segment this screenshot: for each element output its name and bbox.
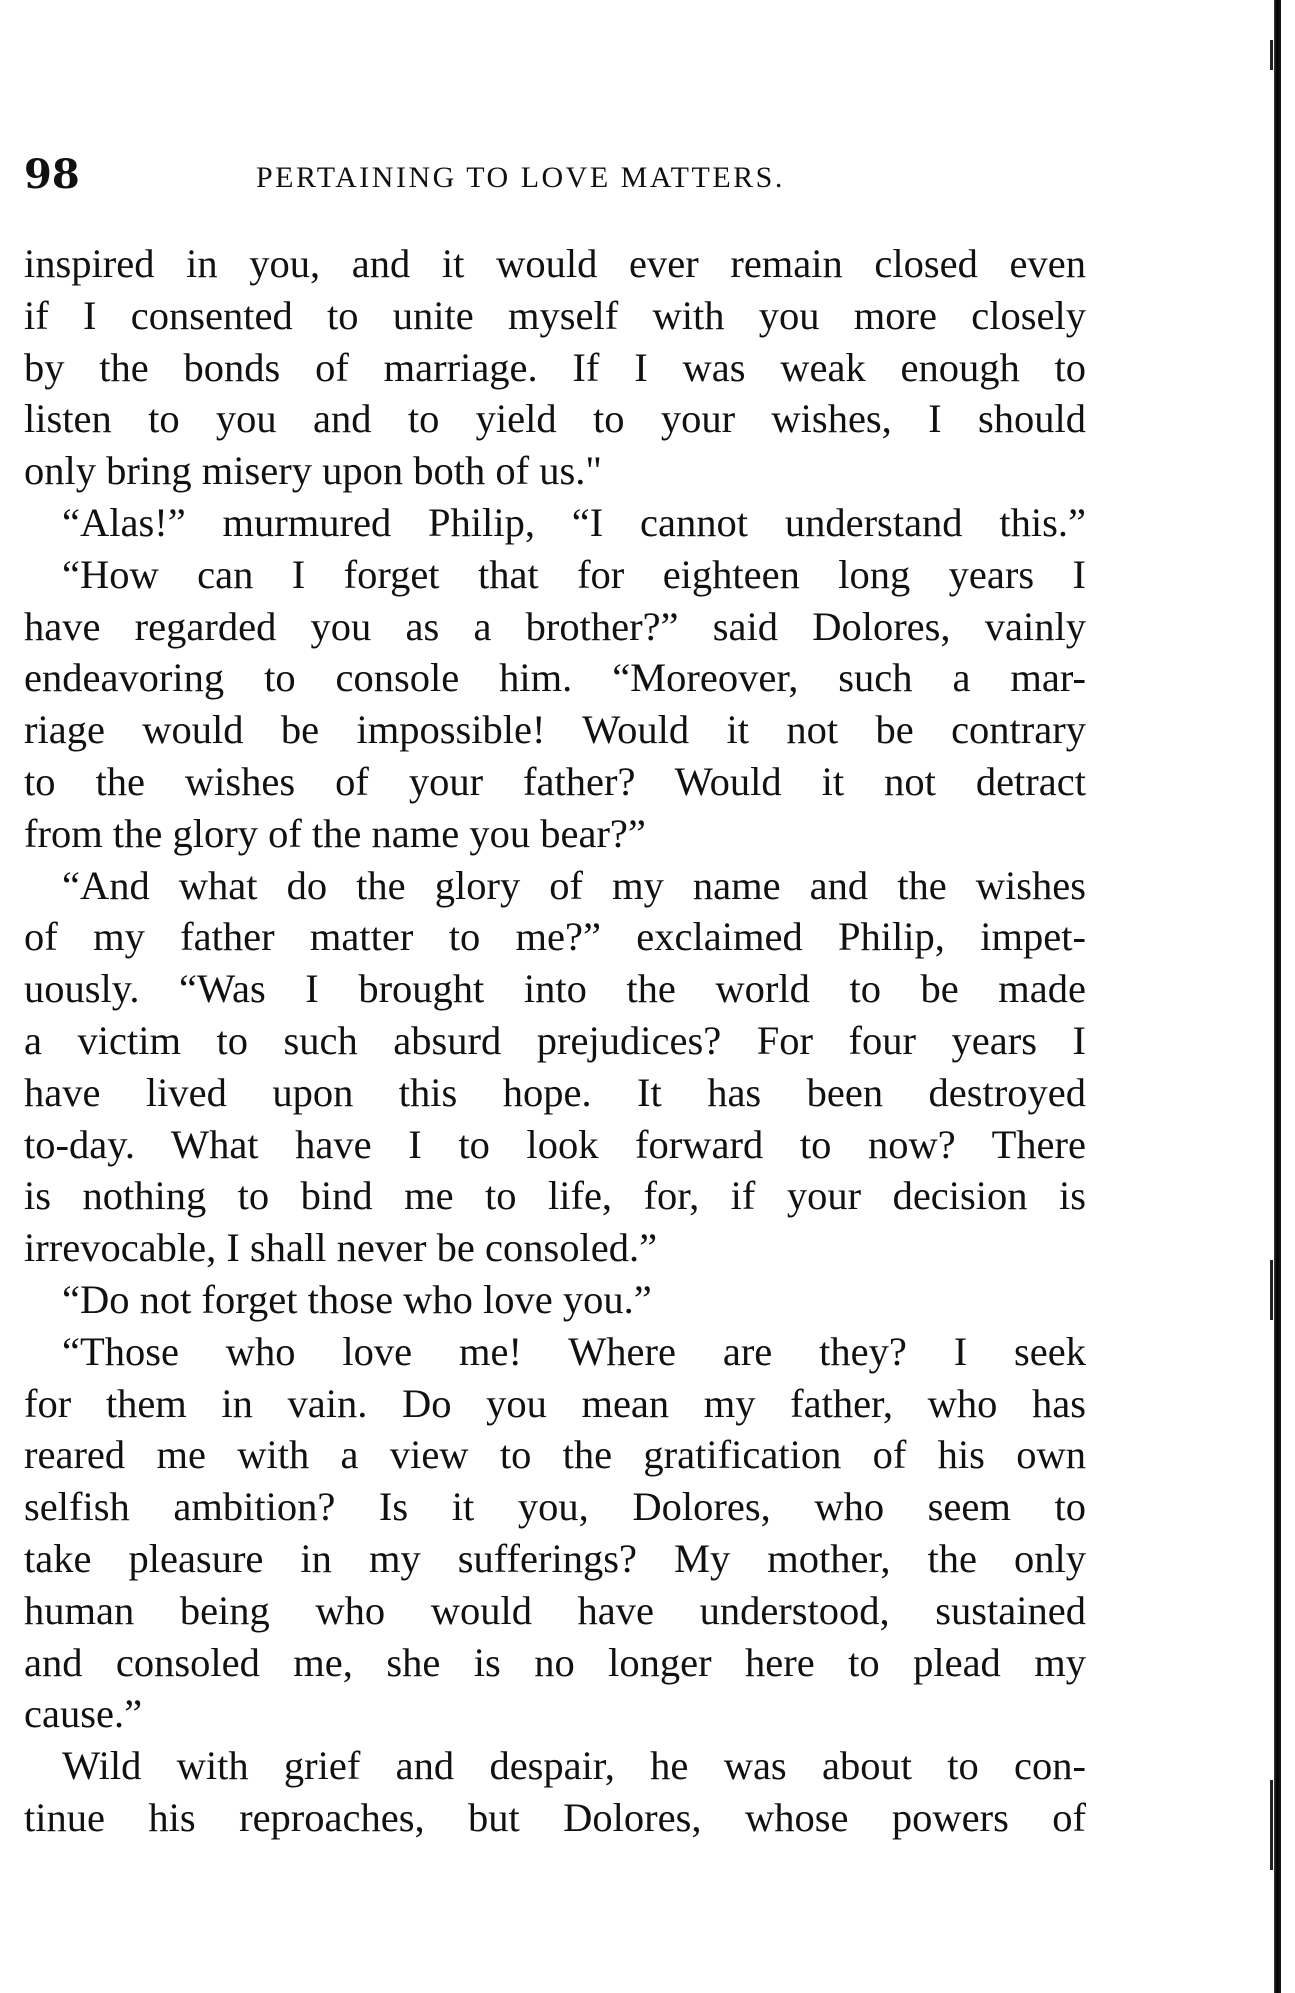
page-binding-edge — [1274, 0, 1281, 1993]
text-line: tinue his reproaches, but Dolores, whose powers of — [24, 1794, 1086, 1840]
text-line: for them in vain. Do you mean my father, who has — [24, 1380, 1086, 1426]
text-line: endeavoring to console him. “Moreover, such a mar- — [24, 655, 1086, 701]
page-number: 98 — [24, 151, 80, 198]
text-line: have regarded you as a brother?” said Dolores, vainly — [24, 603, 1086, 649]
body-text — [24, 238, 1086, 1844]
text-line: human being who would have understood, sustained — [24, 1587, 1086, 1633]
page-edge-mark — [1270, 1260, 1273, 1320]
text-line: “Alas!” murmured Philip, “I cannot understand this.” — [62, 499, 1086, 545]
text-line: irrevocable, I shall never be consoled.” — [24, 1225, 658, 1271]
text-line: Wild with grief and despair, he was about to con- — [62, 1743, 1086, 1789]
text-line: “Do not forget those who love you.” — [62, 1276, 652, 1322]
text-line: reared me with a view to the gratification of his own — [24, 1432, 1086, 1478]
text-line: and consoled me, she is no longer here to plead my — [24, 1639, 1086, 1685]
text-line: riage would be impossible! Would it not be contrary — [24, 707, 1086, 753]
text-line: of my father matter to me?” exclaimed Philip, impet- — [24, 914, 1086, 960]
text-line: only bring misery upon both of us." — [24, 448, 602, 494]
running-head: PERTAINING TO LOVE MATTERS. — [256, 161, 785, 194]
text-line: listen to you and to yield to your wishes, I should — [24, 396, 1086, 442]
text-line: selfish ambition? Is it you, Dolores, who seem to — [24, 1484, 1086, 1530]
text-line: have lived upon this hope. It has been destroyed — [24, 1069, 1086, 1115]
text-line: by the bonds of marriage. If I was weak enough to — [24, 344, 1086, 390]
page-edge-mark — [1270, 40, 1273, 70]
page-edge-mark — [1270, 1780, 1273, 1870]
text-line: is nothing to bind me to life, for, if your decision is — [24, 1173, 1086, 1219]
text-line: “How can I forget that for eighteen long years I — [62, 551, 1086, 597]
text-line: if I consented to unite myself with you more closely — [24, 292, 1086, 338]
text-line: inspired in you, and it would ever remain closed even — [24, 241, 1086, 286]
text-line: from the glory of the name you bear?” — [24, 810, 646, 856]
text-line: take pleasure in my sufferings? My mother, the only — [24, 1535, 1086, 1581]
text-line: “And what do the glory of my name and the wishes — [62, 862, 1086, 908]
page-header — [24, 150, 1084, 200]
text-line: “Those who love me! Where are they? I seek — [62, 1328, 1086, 1374]
text-line: to-day. What have I to look forward to now? There — [24, 1121, 1086, 1167]
text-line: cause.” — [24, 1691, 143, 1737]
text-line: uously. “Was I brought into the world to be made — [24, 966, 1086, 1012]
text-line: to the wishes of your father? Would it not detract — [24, 758, 1086, 804]
text-line: a victim to such absurd prejudices? For four years I — [24, 1017, 1086, 1063]
